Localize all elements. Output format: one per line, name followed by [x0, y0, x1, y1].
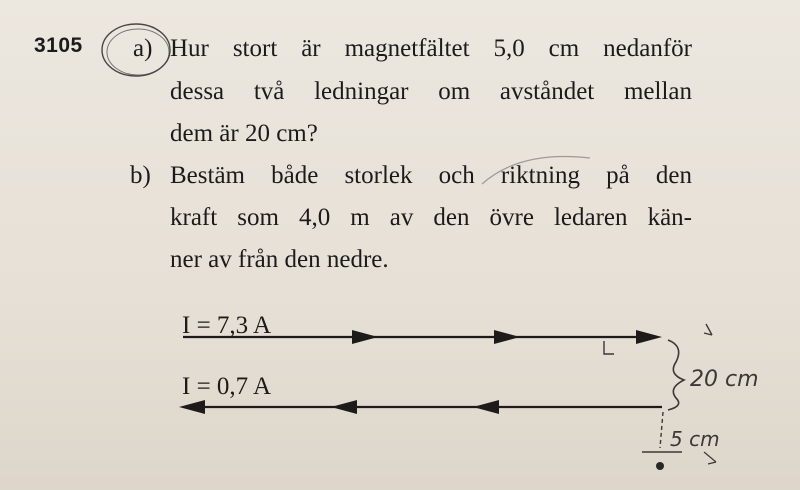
lower-wire [179, 400, 662, 414]
handwritten-brace [668, 340, 684, 410]
upper-wire-current-label: I = 7,3 A [182, 312, 272, 339]
part-a-line-1: Hur stort är magnetfältet 5,0 cm nedanför [170, 35, 692, 62]
handwritten-distance-below: 5 cm [670, 427, 720, 451]
handwritten-arrow-up [704, 324, 712, 335]
part-b-line-1: Bestäm både storlek och riktning på den [170, 162, 692, 189]
lower-wire-arrow-2 [331, 400, 357, 414]
lower-wire-arrow-1 [179, 400, 205, 414]
part-a-line-2: dessa två ledningar om avståndet mellan [170, 78, 692, 105]
part-a-line-3: dem är 20 cm? [170, 120, 318, 147]
part-b-line-2: kraft som 4,0 m av den övre ledaren kän- [170, 204, 692, 231]
lower-wire-current-label: I = 0,7 A [182, 373, 272, 400]
problem-number: 3105 [34, 34, 83, 57]
upper-wire [183, 330, 662, 344]
pencil-scribble [482, 156, 590, 184]
handwritten-arrow-down [704, 452, 716, 464]
upper-wire-arrow-3 [636, 330, 662, 344]
part-a-label: a) [133, 35, 153, 62]
pencil-circle-mark-inner [107, 29, 169, 75]
handwritten-guide-line [660, 412, 663, 448]
upper-wire-arrow-2 [494, 330, 520, 344]
upper-wire-arrow-1 [352, 330, 378, 344]
handwritten-wire-mark [604, 341, 614, 354]
handwritten-distance-between: 20 cm [690, 367, 759, 392]
part-b-line-3: ner av från den nedre. [170, 246, 389, 273]
handwritten-point [656, 462, 664, 470]
part-b-label: b) [130, 162, 151, 189]
lower-wire-arrow-3 [473, 400, 499, 414]
